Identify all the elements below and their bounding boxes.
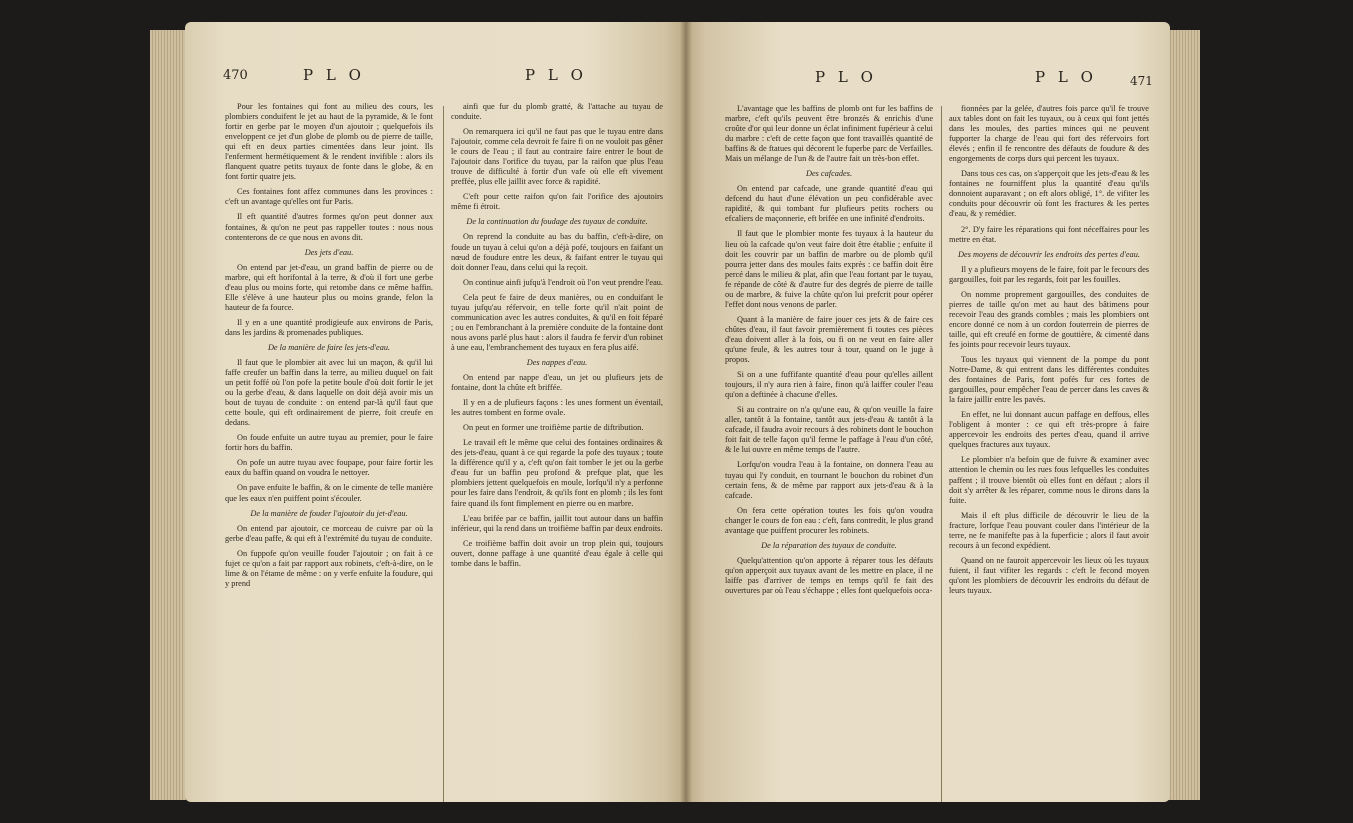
paragraph: Dans tous ces cas, on s'apperçoit que les jets-d'eau & les fontaines ne fourniffent plus la quantité d'eau qu'ils donnoient auparavant ; on eft alors obligé, 1°. de vifiter les conduits pour découvrir où font les fractures & les pertes d'eau, & y remédier.: [949, 169, 1149, 219]
left-page: [185, 22, 685, 802]
paragraph: On reprend la conduite au bas du baffin, c'eft-à-dire, on foude un tuyau à celui qu'on a déjà pofé, toujours en faifant un nœud de foudure entre les deux, & faifant entrer le tuyau qui doit donner l'eau, dans celui qui la reçoit.: [451, 232, 663, 272]
running-head-left-col2: P L O: [525, 66, 587, 84]
paragraph: Il y a plufieurs moyens de le faire, foit par le fecours des gargouilles, foit par les regards, foit par les fouilles.: [949, 264, 1149, 284]
left-page-edges: [150, 30, 186, 800]
right-page: [685, 22, 1170, 802]
paragraph: Mais il eft plus difficile de découvrir le lieu de la fracture, lorfque l'eau pouvant couler dans l'intérieur de la terre, ne fe manifefte pas à la fuperficie ; alors il faut avoir recours à un fecond expédient.: [949, 510, 1149, 550]
paragraph: On pave enfuite le baffin, & on le cimente de telle manière que les eaux n'en puiffent point s'écouler.: [225, 483, 433, 503]
paragraph: Cela peut fe faire de deux manières, ou en conduifant le tuyau jufqu'au réfervoir, en telle forte qu'il n'ait point de communication avec les autres conduites, & qu'il en foit féparé ; ou en l'embranchant à la première conduite de la fontaine dont nous avons parlé plus haut : alors il faudra fe fervir d'un robinet à une eau, l'embranchement des tuyaux en fera plus aifé.: [451, 292, 663, 352]
paragraph: Il y en a une quantité prodigieufe aux environs de Paris, dans les jardins & promenades publiques.: [225, 317, 433, 337]
paragraph: Il eft quantité d'autres formes qu'on peut donner aux fontaines, & qu'on ne peut pas rappeller toutes : nous nous contenterons de ce que nous en avons dit.: [225, 212, 433, 242]
section-heading: De la réparation des tuyaux de conduite.: [761, 540, 897, 550]
paragraph: Ce troifième baffin doit avoir un trop plein qui, toujours ouvert, donne paffage à une quantité d'eau égale à celle qui tombe dans le baffin.: [451, 538, 663, 568]
right-column-2: [949, 104, 1149, 601]
section-heading: Des cafcades.: [805, 169, 853, 179]
paragraph: On continue ainfi jufqu'à l'endroit où l'on veut prendre l'eau.: [463, 277, 663, 287]
paragraph: 2°. D'y faire les réparations qui font néceffaires pour les mettre en état.: [949, 224, 1149, 244]
paragraph: Tous les tuyaux qui viennent de la pompe du pont Notre-Dame, & qui entrent dans les différentes conduites des fontaines de Paris, font pofés fur ces fortes de gargouilles, pour empêcher l'eau de percer dans les caves & la faire jaillir entre les pavés.: [949, 354, 1149, 405]
paragraph: Quant à la manière de faire jouer ces jets & de faire ces chûtes d'eau, il faut favoir premièrement fi toutes ces pièces d'eau doivent aller à la fois, ou fi on ne veut en faire aller qu'une feule, & les autres tour à tour, quand on le juge à propos.: [725, 314, 933, 365]
paragraph: L'avantage que les baffins de plomb ont fur les baffins de marbre, c'eft qu'ils peuvent être bronzés & enrichis d'une croûte d'or qui leur donne un éclat infiniment fupérieur à celui du marbre : c'eft de cette façon que font travaillés quantité de baffins & de ftatues qui décorent le fuperbe parc de Verfailles. Mais un mélange de l'un & de l'autre fait un très-bon effet.: [725, 104, 933, 164]
paragraph: Pour les fontaines qui font au milieu des cours, les plombiers conduifent le jet au haut de la pyramide, & le font fortir en gerbe par le moyen d'un ajoutoir ; quelquefois ils enveloppent ce jet d'un globe de plomb ou de pierre de taille, qui eft en deux parties cimentées dans leur joint. Ils l'enferment hermétiquement & le rendent invifible : alors ils flanquent quatre petits tuyaux de fonte dans le globe, & en font fortir quatre jets.: [225, 102, 433, 182]
paragraph: On entend par jet-d'eau, un grand baffin de pierre ou de marbre, qui eft horifontal à la terre, & d'où il fort une gerbe d'eau plus ou moins forte, qui retombe dans ce même baffin. Elle s'élève à une hauteur plus ou moins grande, felon la hauteur de fa fource.: [225, 262, 433, 312]
paragraph: ainfi que fur du plomb gratté, & l'attache au tuyau de conduite.: [451, 102, 663, 122]
right-column-1: [725, 104, 933, 601]
paragraph: En effet, ne lui donnant aucun paffage en deffous, elles l'obligent à monter : ce qui eft très-propre à faire appercevoir les endroits des pertes d'eau, quand il arrive quelques fractures aux tuyaux.: [949, 410, 1149, 450]
paragraph: Si on a une fuffifante quantité d'eau pour qu'elles aillent toujours, il n'y aura rien à faire, finon qu'à laiffer couler l'eau qu'on a deftinée à chacune d'elles.: [725, 370, 933, 400]
paragraph: On fera cette opération toutes les fois qu'on voudra changer le cours de fon eau : c'eft, fans contredit, le plus grand avantage que puiffent procurer les robinets.: [725, 505, 933, 535]
left-column-2: [451, 102, 663, 574]
paragraph: Lorfqu'on voudra l'eau à la fontaine, on donnera l'eau au tuyau qui l'y conduit, en tournant le bouchon du robinet d'un certain fens, & de même par rapport aux jets-d'eau & à la cafcade.: [725, 460, 933, 500]
left-column-1: [225, 102, 433, 594]
paragraph: On entend par ajoutoir, ce morceau de cuivre par où la gerbe d'eau paffe, & qui eft à l'extrémité du tuyau de conduite.: [225, 523, 433, 543]
section-heading: De la continuation du foudage des tuyaux de conduite.: [466, 217, 648, 227]
paragraph: On pofe un autre tuyau avec foupape, pour faire fortir les eaux du baffin quand on voudra le nettoyer.: [225, 458, 433, 478]
paragraph: Quelqu'attention qu'on apporte à réparer tous les défauts qu'on apperçoit aux tuyaux avant de les mettre en place, il ne laiffe pas d'arriver de temps en temps qu'il fe fait des ouvertures par où l'eau s'échappe ; elles font quelquefois occa-: [725, 555, 933, 595]
paragraph: On foude enfuite un autre tuyau au premier, pour le faire fortir hors du baffin.: [225, 433, 433, 453]
section-heading: Des jets d'eau.: [304, 247, 354, 257]
paragraph: On peut en former une troifième partie de diftribution.: [463, 423, 644, 433]
book-gutter: [680, 22, 692, 802]
page-number-right: 471: [1130, 74, 1153, 88]
paragraph: C'eft pour cette raifon qu'on fait l'orifice des ajoutoirs même fi étroit.: [451, 192, 663, 212]
paragraph: Il faut que le plombier ait avec lui un maçon, & qu'il lui faffe creufer un baffin dans la terre, au milieu duquel on fait un petit foffé où l'on pofe la petite boule d'où doit fortir le jet ou la gerbe d'eau, & dans laquelle on doit déjà avoir mis un bout de tuyau de conduite : on entend par-là qu'il faut que cette boule, qui eft ordinairement de pierre, foit creufe en dedans.: [225, 357, 433, 428]
running-head-right-col1: P L O: [815, 68, 877, 86]
paragraph: L'eau brifée par ce baffin, jaillit tout autour dans un baffin inférieur, qui la rend dans un troifième baffin par deux endroits.: [451, 513, 663, 533]
paragraph: Ces fontaines font affez communes dans les provinces : c'eft un avantage qu'elles ont fur Paris.: [225, 187, 433, 207]
page-number-left: 470: [223, 68, 248, 83]
paragraph: On fuppofe qu'on veuille fouder l'ajoutoir ; on fait à ce fujet ce qu'on a fait par rapport aux robinets, c'eft-à-dire, on le lime & on l'étame de même : on y verfe enfuite la foudure, qui y prend: [225, 548, 433, 588]
running-head-right-col2: P L O: [1035, 68, 1097, 86]
running-head-left-col1: P L O: [303, 66, 365, 84]
paragraph: Le travail eft le même que celui des fontaines ordinaires & des jets-d'eau, quant à ce qui regarde la pofe des tuyaux ; toute la différence qu'il y a, c'eft qu'on fait tomber le jet ou la gerbe d'eau fur un baffin peu profond & prefque plat, que les plombiers jettent quelquefois en moule, lorfqu'il n'y a perfonne pour les faire dans l'endroit, & qu'ils font en plomb ; ils les font faire quand ils font fimplement en pierre ou en marbre.: [451, 438, 663, 508]
section-heading: De la manière de fouder l'ajoutoir du jet-d'eau.: [250, 508, 408, 518]
column-rule-left: [443, 106, 444, 802]
right-page-edges: [1168, 30, 1200, 800]
paragraph: Le plombier n'a befoin que de fuivre & examiner avec attention le chemin ou les rues fous lefquelles les conduites paffent ; il trouve bientôt où elles font en défaut ; alors il doit s'y arrêter & les réparer, comme nous le dirons dans la fuite.: [949, 455, 1149, 505]
paragraph: fionnées par la gelée, d'autres fois parce qu'il fe trouve aux tables dont on fait les tuyaux, ou à ceux qui font jettés dans les moules, des parties minces qui ne peuvent fupporter la charge de l'eau qui fort des réfervoirs fort élevés ; enfin il fe rencontre des défauts de foudure & des engorgements de corps durs qui percent les tuyaux.: [949, 104, 1149, 164]
section-heading: De la manière de faire les jets-d'eau.: [267, 342, 391, 352]
paragraph: On nomme proprement gargouilles, des conduites de pierres de taille qu'on met au haut des bâtimens pour recevoir l'eau des grands combles ; mais les plombiers ont encore donné ce nom à un cordon fouterrein de pierres de taille, qui eft creufé en forme de gouttière, & cimenté dans fes joints pour recevoir leurs tuyaux.: [949, 289, 1149, 349]
section-heading: Des nappes d'eau.: [526, 357, 588, 367]
paragraph: Il y en a de plufieurs façons : les unes forment un éventail, les autres tombent en forme ovale.: [451, 398, 663, 418]
column-rule-right: [941, 106, 942, 802]
paragraph: On entend par nappe d'eau, un jet ou plufieurs jets de fontaine, dont la chûte eft briffée.: [451, 372, 663, 393]
paragraph: On remarquera ici qu'il ne faut pas que le tuyau entre dans l'ajoutoir, comme cela devroit fe faire fi on ne vouloit pas gêner le cours de l'eau ; il faut au contraire faire entrer le bout de l'ajoutoir dans l'orifice du tuyau, par la raifon que plus l'eau trouve de difficulté à fortir d'un vafe où elle eft vivement preffée, plus elle jaillit avec force & rapidité.: [451, 127, 663, 187]
paragraph: Quand on ne fauroit appercevoir les lieux où les tuyaux fuient, il faut vifiter les regards : c'eft le fecond moyen qu'ont les plombiers de découvrir les endroits du défaut de leurs tuyaux.: [949, 555, 1149, 595]
section-heading: Des moyens de découvrir les endroits des pertes d'eau.: [958, 249, 1140, 259]
paragraph: Si au contraire on n'a qu'une eau, & qu'on veuille la faire aller, tantôt à la fontaine, tantôt aux jets-d'eau & tantôt à la cafcade, il faudra avoir recours à des robinets dont le bouchon foit fait de telle façon qu'il ferme le paffage à l'eau d'un côté, & le lui ouvre en même temps de l'autre.: [725, 405, 933, 455]
paragraph: On entend par cafcade, une grande quantité d'eau qui defcend du haut d'une élévation un peu confidérable avec rapidité, & qui tombant fur plufieurs petits rochers ou efcaliers de maçonnerie, eft brifée en une infinité d'endroits.: [725, 184, 933, 224]
paragraph: Il faut que le plombier monte fes tuyaux à la hauteur du lieu où la cafcade qu'on veut faire doit être établie ; enfuite il doit les couvrir par un baffin de marbre ou de plomb qu'il pourra jetter dans des moules faits exprès : ce baffin doit être percé dans le milieu & plat, afin que l'eau fortant par le tuyau, fe répande de côté & d'autre fur des degrés de pierre de taille ou de marbre, & fuive la chûte qu'on lui prefcrit pour opérer l'effet dont nous venons de parler.: [725, 229, 933, 309]
